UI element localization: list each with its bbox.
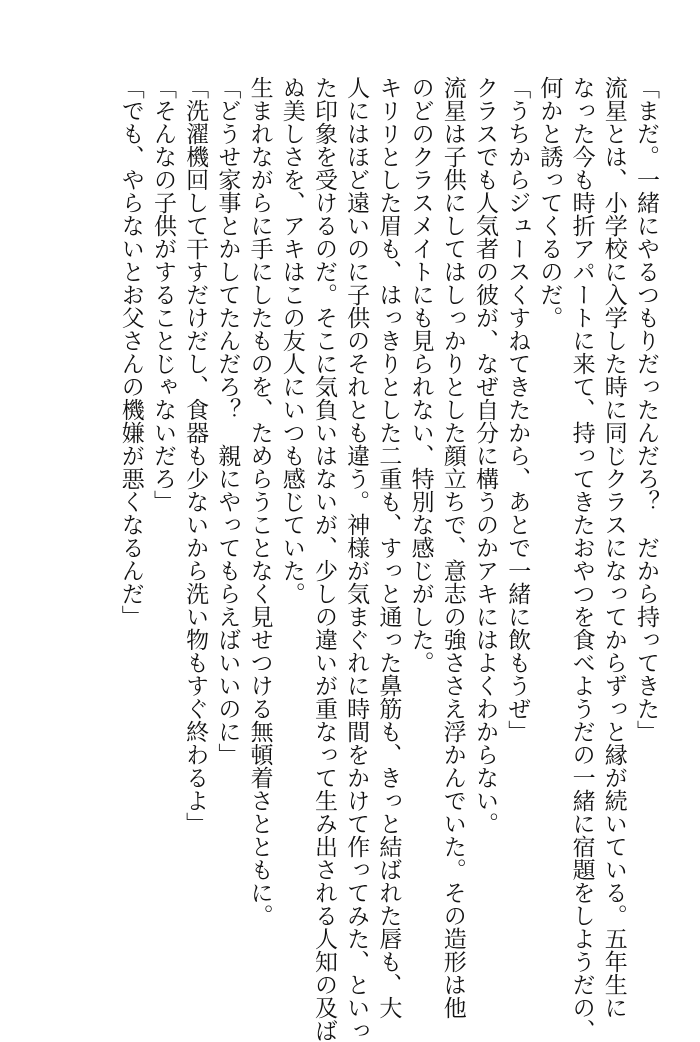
text-line: 生まれながらに手にしたものを、ためらうことなく見せつける無頓着さとともに。	[246, 76, 273, 927]
text-line: のどのクラスメイトにも見られない、特別な感じがした。	[407, 76, 434, 674]
text-line: 「洗濯機回して干すだけだし、食器も少ないから洗い物もすぐ終わるよ」	[182, 76, 209, 835]
text-line: 「まだ。一緒にやるつもりだったんだろ？ だから持ってきた」	[633, 76, 659, 743]
text-line: 「そんなの子供がすることじゃないだろ」	[149, 76, 176, 513]
text-line: 流星は子供にしてはしっかりとした顔立ちで、意志の強ささえ浮かんでいた。その造形は他	[439, 76, 466, 1019]
text-line: 流星とは、小学校に入学した時に同じクラスになってからずっと縁が続いている。五年生に	[600, 76, 627, 1019]
text-line: 「でも、やらないとお父さんの機嫌が悪くなるんだ」	[117, 76, 144, 628]
text-line: た印象を受けるのだ。そこに気負いはないが、少しの違いが重なって生み出される人知の及ば	[310, 76, 337, 1042]
text-line: 「うちからジュースくすねてきたから、あとで一緒に飲もうぜ」	[504, 76, 531, 743]
vertical-text-body	[56, 76, 662, 1042]
text-line: クラスでも人気者の彼が、なぜ自分に構うのかアキにはよくわからない。	[471, 76, 498, 835]
text-line: キリリとした眉も、はっきりとした二重も、すっと通った鼻筋も、きっと結ばれた唇も、大	[375, 76, 402, 1019]
text-line: 人にはほど遠いのに子供のそれとも違う。神様が気まぐれに時間をかけて作ってみた、といっ	[343, 76, 370, 1042]
text-line: 何かと誘ってくるのだ。	[536, 76, 563, 329]
text-line: ぬ美しさを、アキはこの友人にいつも感じていた。	[278, 76, 305, 605]
text-line: なった今も時折アパートに来て、持ってきたおやつを食べようだの一緒に宿題をしようだの、	[568, 76, 595, 1042]
text-line: 「どうせ家事とかしてたんだろ？ 親にやってもらえばいいのに」	[214, 76, 241, 766]
